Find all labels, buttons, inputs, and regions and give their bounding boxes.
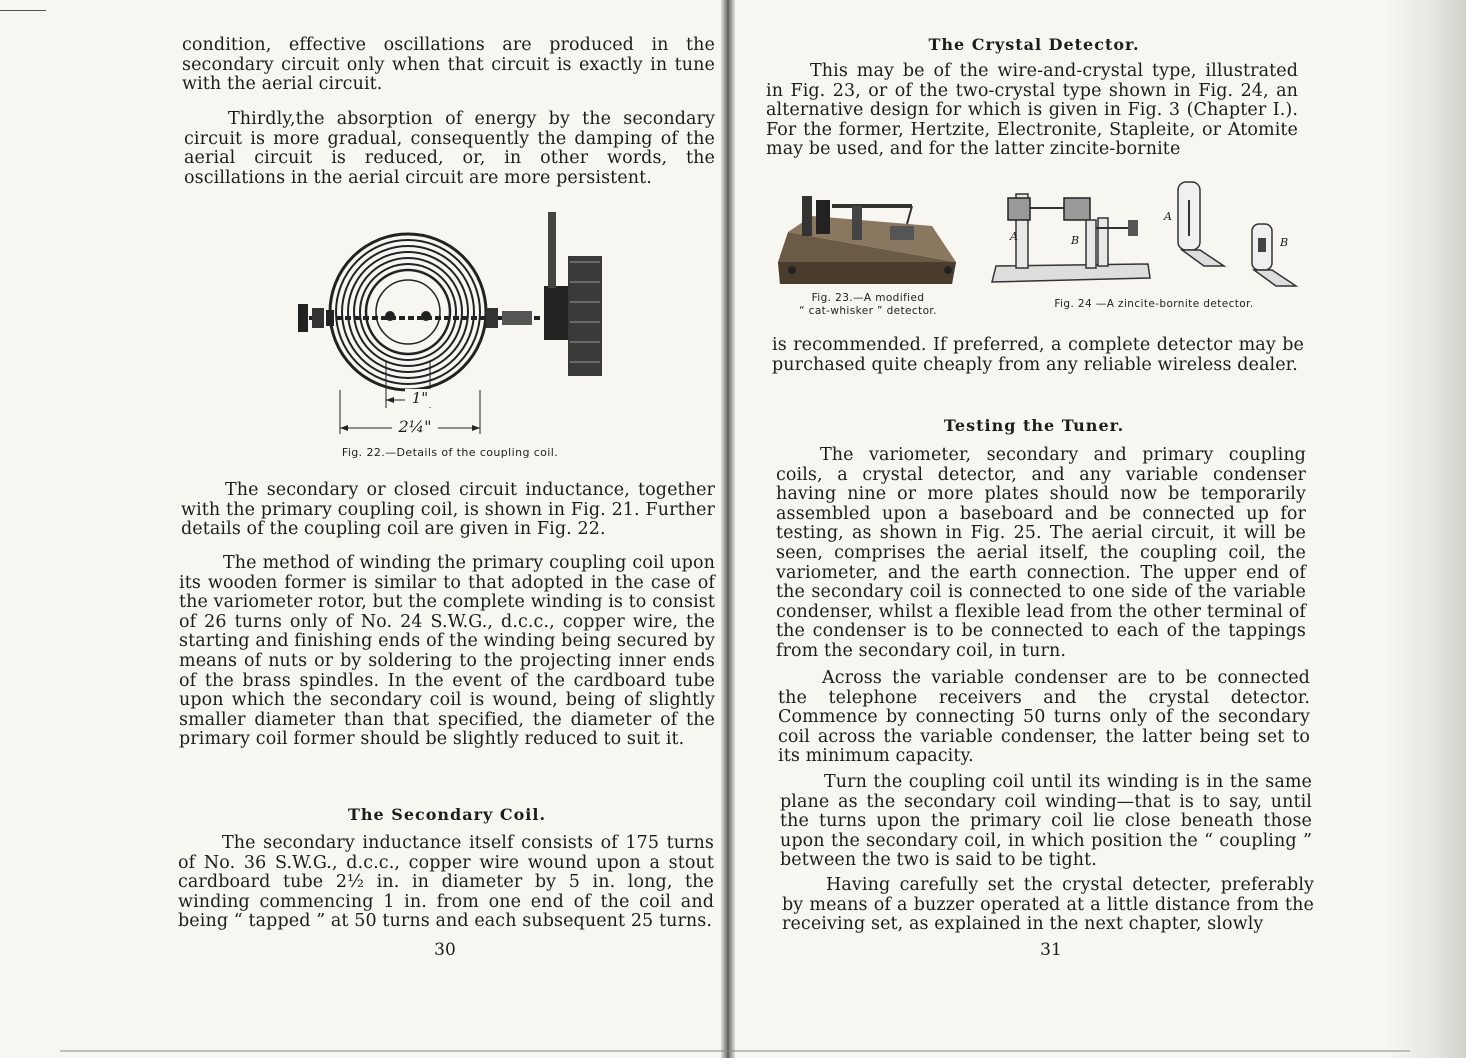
heading-crystal-detector: The Crystal Detector. [928,35,1140,54]
cat-whisker-detector-figure [772,186,962,290]
paragraph-variometer-assembly: The variometer, secondary and primary coupling coils, a crystal detector, and any variable condenser having nine or more plates should now be temporarily assembled upon a baseboard and be connected up for testing, as shown in Fig. 25. The aerial circuit, it will be seen, comprises the aerial itself, the coupling coil, the variometer, and the earth connection. The upper end of the secondary coil is connected to one side of the variable condenser, whilst a flexible lead from the other terminal of the condenser is to be connected to each of the tappings from the secondary coil, in turn. [776,445,1306,661]
heading-secondary-coil: The Secondary Coil. [347,805,547,824]
fig23-caption-line2: “ cat-whisker ” detector. [799,305,937,317]
paragraph-secondary-inductance: The secondary inductance itself consists of 175 turns of No. 36 S.W.G., d.c.c., copper wire wound upon a stout cardboard tube 2½ in. in diameter by 5 in. long, the winding commencing 1 in. from one end of the coil and being “ tapped ” at 50 turns and each subsequent 25 turns. [178,833,714,932]
fig24-caption: Fig. 24 —A zincite-bornite detector. [1054,298,1254,310]
fig23-caption-line1: Fig. 23.—A modified [811,292,925,304]
dimension-outer-label: 2¼" [392,417,438,436]
paragraph-thirdly: Thirdly,the absorption of energy by the secondary circuit is more gradual, consequently the damping of the aerial circuit is reduced, or, in other words, the oscillations in the aerial circuit are more persistent. [184,109,715,188]
fig22-caption: Fig. 22.—Details of the coupling coil. [341,446,559,459]
fig24-label-a1: A [1010,230,1018,243]
fig24-label-b2: B [1280,236,1289,249]
fig24-label-a2: A [1164,210,1172,223]
paragraph-detector-types: This may be of the wire-and-crystal type, illustrated in Fig. 23, or of the two-crystal type shown in Fig. 24, an alternative design for which is given in Fig. 3 (Chapter I.). For the former, Hertzite, Electronite, Stapleite, or Atomite may be used, and for the latter zincite-bornite [766,61,1298,160]
page-number-left: 30 [434,940,456,960]
paragraph-having-set: Having carefully set the crystal detecter, preferably by means of a buzzer operated at a little distance from the receiving set, as explained in the next chapter, slowly [782,875,1314,935]
fig23-caption [768,292,968,318]
paragraph-secondary-circuit: The secondary or closed circuit inductance, together with the primary coupling coil, is shown in Fig. 21. Further details of the coupling coil are given in Fig. 22. [181,480,715,540]
fig24-label-b1: B [1071,234,1080,247]
zincite-bornite-detector-figure [990,180,1300,292]
right-page [734,0,1466,1058]
paragraph-across-condenser: Across the variable condenser are to be connected the telephone receivers and the crystal detector. Commence by connecting 50 turns only of the secondary coil across the variable condenser, the latter being set to its minimum capacity. [778,668,1310,767]
left-page [0,0,732,1058]
paragraph-winding-method: The method of winding the primary coupling coil upon its wooden former is similar to that adopted in the case of the variometer rotor, but the complete winding is to consist of 26 turns only of No. 24 S.W.G., d.c.c., copper wire, the starting and finishing ends of the winding being secured by means of nuts or by soldering to the projecting inner ends of the brass spindles. In the event of the cardboard tube upon which the secondary coil is wound, being of slightly smaller diameter than that specified, the diameter of the primary coil former should be slightly reduced to suit it. [179,553,715,750]
page-number-right: 31 [1040,940,1062,960]
dimension-inner-label: 1" [405,389,435,407]
paragraph-recommended: is recommended. If preferred, a complete detector may be purchased quite cheaply from any reliable wireless dealer. [772,335,1304,375]
heading-testing-tuner: Testing the Tuner. [943,416,1125,435]
paragraph-condition: condition, effective oscillations are produced in the secondary circuit only when that circuit is exactly in tune with the aerial circuit. [182,35,715,95]
paragraph-turn-coupling: Turn the coupling coil until its winding is in the same plane as the secondary coil winding—that is to say, until the turns upon the primary coil lie close beneath those upon the secondary coil, in which position the “ coupling ” between the two is said to be tight. [780,772,1312,871]
coupling-coil-figure [290,212,610,442]
